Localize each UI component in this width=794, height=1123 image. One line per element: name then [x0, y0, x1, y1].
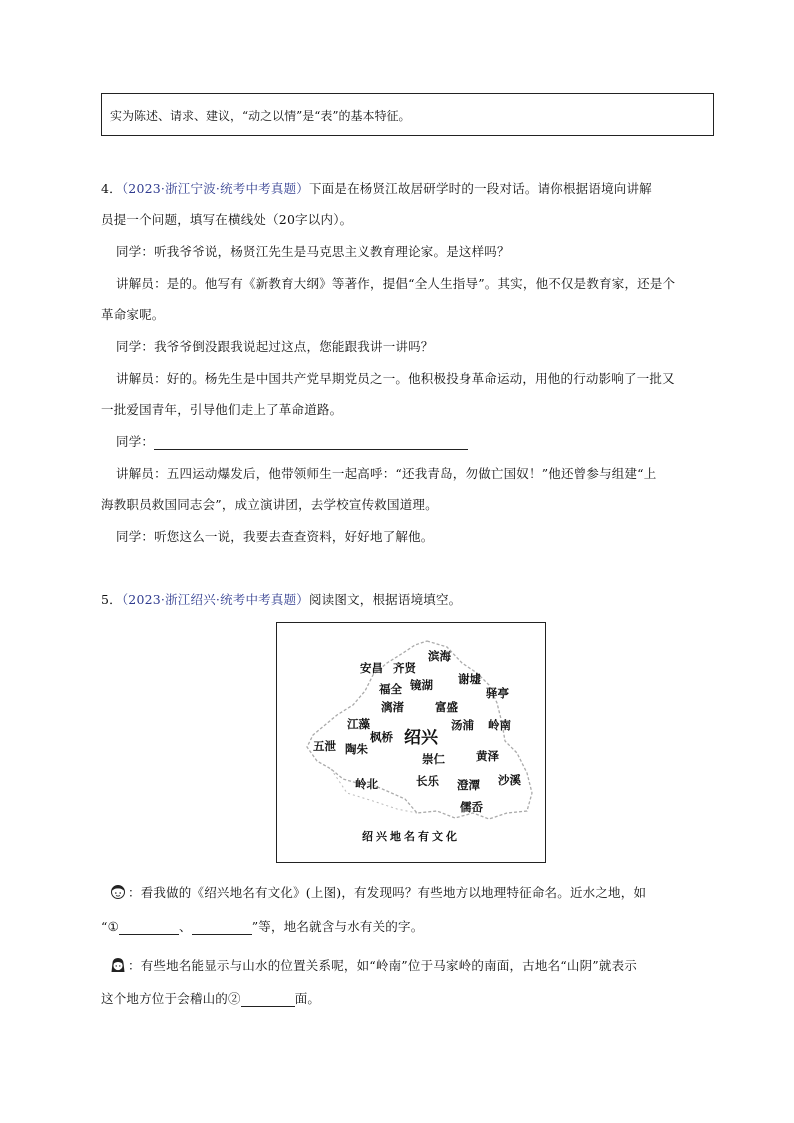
q5-dialog1-line2	[101, 917, 423, 935]
q5-dialog2-text-b: 这个地方位于会稽山的②	[101, 991, 241, 1006]
q4-prompt-line2: 员提一个问题，填写在横线处（20字以内）。	[101, 212, 353, 227]
place-label: 岭南	[488, 718, 511, 732]
place-label: 江藻	[347, 717, 370, 731]
boy-avatar-icon	[110, 884, 126, 903]
q4-dialog-line: 海教职员救国同志会”，成立演讲团，去学校宣传救国道理。	[101, 497, 438, 512]
answer-box	[101, 93, 714, 136]
blank-1a[interactable]	[119, 919, 179, 935]
place-label: 镜湖	[410, 678, 433, 692]
blank1-open: “①	[101, 919, 119, 934]
place-label: 福全	[379, 682, 402, 696]
q5-prompt: 阅读图文，根据语境填空。	[308, 592, 462, 607]
q5-dialog1-text: ：看我做的《绍兴地名有文化》(上图)，有发现吗？有些地方以地理特征命名。近水之地，如	[128, 885, 647, 900]
place-label: 澄潭	[457, 778, 480, 792]
place-label: 驿亭	[486, 686, 509, 700]
place-label: 崇仁	[422, 752, 445, 766]
q5-prompt-line	[101, 590, 461, 608]
q5-dialog1-line1	[110, 883, 646, 903]
place-label: 安昌	[360, 661, 383, 675]
blank1-sep: 、	[179, 919, 192, 934]
q5-dialog2-end: 面。	[294, 991, 321, 1006]
place-label-city: 绍兴	[404, 728, 438, 748]
q5-source: （2023·浙江绍兴·统考中考真题）	[121, 592, 309, 607]
blank-1b[interactable]	[192, 919, 252, 935]
map-caption: 绍兴地名有文化	[362, 830, 460, 843]
q4-prompt: 下面是在杨贤江故居研学时的一段对话。请你根据语境向讲解	[308, 181, 652, 196]
q4-dialog-line: 同学：听我爷爷说，杨贤江先生是马克思主义教育理论家。是这样吗？	[116, 244, 510, 259]
q4-dialog-line: 革命家呢。	[101, 307, 165, 322]
place-label: 枫桥	[370, 730, 393, 744]
place-label: 长乐	[416, 774, 439, 788]
q4-dialog-line: 讲解员：是的。他写有《新教育大纲》等著作，提倡“全人生指导”。其实，他不仅是教育家，还是个	[116, 276, 676, 291]
place-label: 儒岙	[460, 800, 483, 814]
q5-number: 5．	[101, 592, 122, 607]
q5-dialog2-line1	[110, 956, 637, 976]
q4-source: （2023·浙江宁波·统考中考真题）	[121, 181, 309, 196]
place-label: 岭北	[355, 777, 378, 791]
place-label: 滨海	[428, 649, 451, 663]
place-label: 漓渚	[381, 700, 404, 714]
q5-dialog2-line2	[101, 989, 320, 1007]
q4-dialog-line: 同学：听您这么一说，我要去查查资料，好好地了解他。	[116, 529, 434, 544]
shaoxing-map	[276, 622, 546, 863]
q4-dialog-line: 讲解员：五四运动爆发后，他带领师生一起高呼：“还我青岛，勿做亡国奴！”他还曾参与组建“上	[116, 466, 657, 481]
blank1-close: ”等，地名就含与水有关的字。	[251, 919, 424, 934]
place-label: 齐贤	[393, 661, 416, 675]
q4-dialog-line: 同学：我爷爷倒没跟我说起过这点，您能跟我讲一讲吗？	[116, 339, 434, 354]
q4-answer-blank[interactable]	[154, 434, 468, 450]
place-label: 沙溪	[498, 773, 521, 787]
q4-number: 4．	[101, 181, 122, 196]
q4-answer-line	[116, 432, 468, 450]
place-label: 黄泽	[476, 749, 499, 763]
q4-prompt-line1	[101, 179, 652, 197]
q4-dialog-line: 一批爱国青年，引导他们走上了革命道路。	[101, 402, 343, 417]
place-label: 谢墟	[458, 672, 481, 686]
place-label: 富盛	[435, 700, 458, 714]
blank-2[interactable]	[241, 991, 295, 1007]
q5-dialog2-text: ：有些地名能显示与山水的位置关系呢，如“岭南”位于马家岭的南面，古地名“山阴”就表示	[128, 958, 637, 973]
place-label: 五泄	[313, 739, 336, 753]
q4-dialog-line: 讲解员：好的。杨先生是中国共产党早期党员之一。他积极投身革命运动，用他的行动影响了一批又	[116, 371, 675, 386]
answer-box-text: 实为陈述、请求、建议，“动之以情”是“表”的基本特征。	[110, 109, 411, 123]
place-label: 陶朱	[345, 742, 368, 756]
girl-avatar-icon	[110, 957, 126, 976]
place-label: 汤浦	[451, 718, 474, 732]
q4-answer-label: 同学：	[116, 434, 155, 449]
